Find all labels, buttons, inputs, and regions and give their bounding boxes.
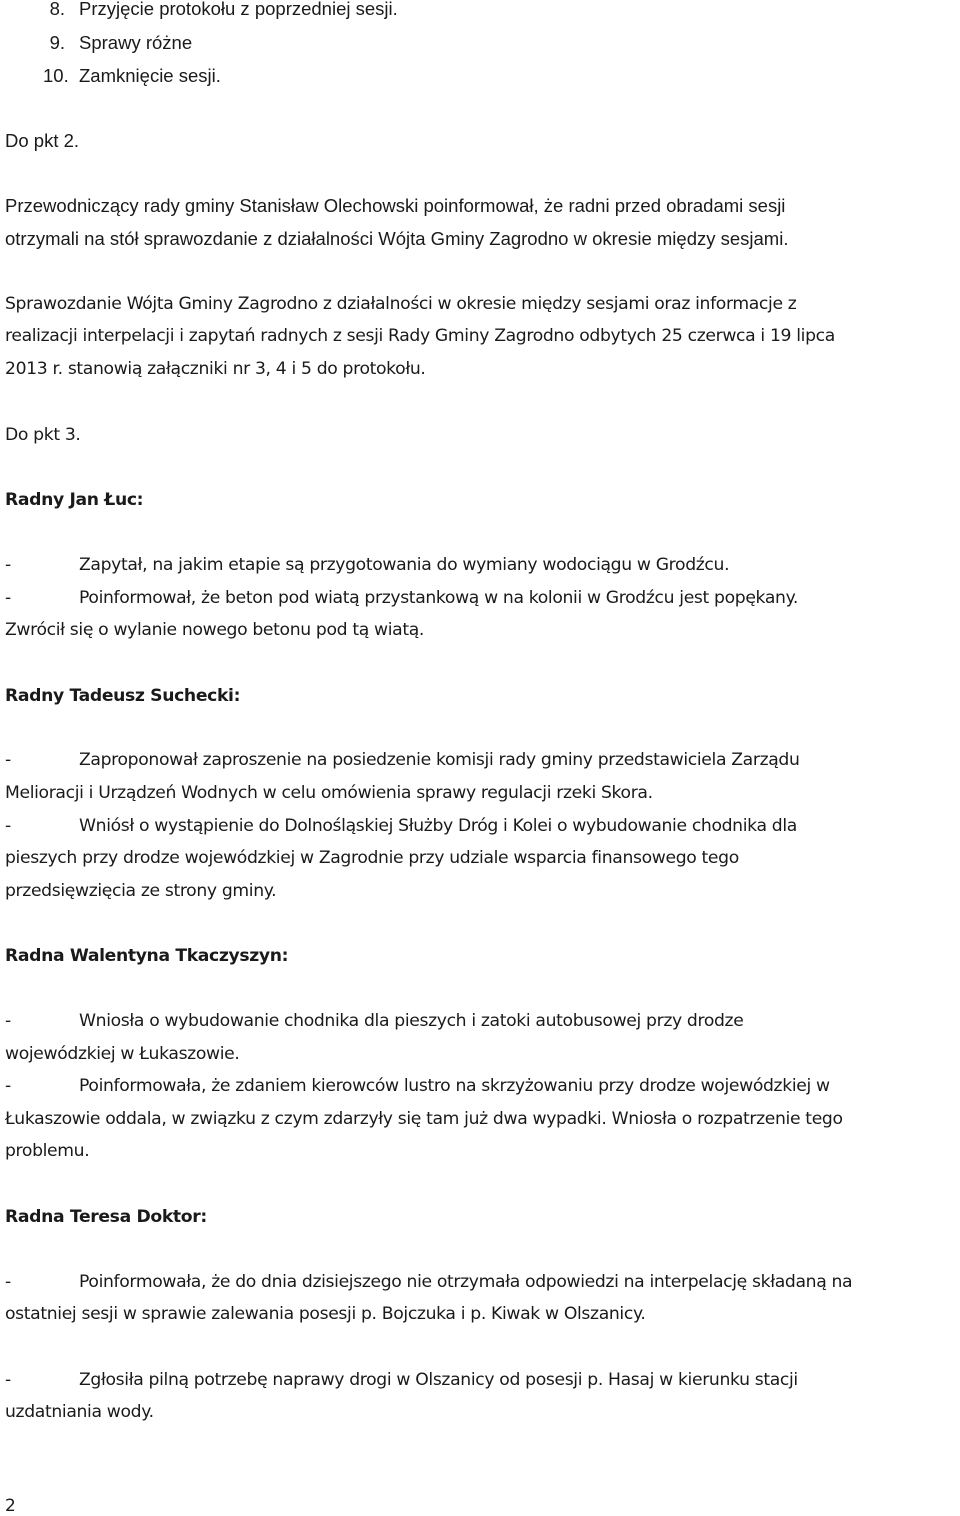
dash-marker: -	[5, 816, 11, 836]
speaker-name: Radna Teresa Doktor:	[5, 1207, 207, 1227]
dash-marker: -	[5, 588, 11, 608]
list-item-text: Poinformowała, że do dnia dzisiejszego nie otrzymała odpowiedzi na interpelację składaną na	[79, 1272, 853, 1292]
agenda-item-text: Przyjęcie protokołu z poprzedniej sesji.	[79, 0, 398, 19]
list-item-text: Zapytał, na jakim etapie są przygotowania do wymiany wodociągu w Grodźcu.	[79, 555, 730, 575]
section-heading-pkt2: Do pkt 2.	[5, 130, 80, 151]
agenda-item	[43, 64, 221, 88]
list-item-text: Zgłosiła pilną potrzebę naprawy drogi w Olszanicy od posesji p. Hasaj w kierunku stacji	[79, 1370, 798, 1390]
list-item-continuation: wojewódzkiej w Łukaszowie.	[5, 1044, 240, 1064]
list-item-continuation: pieszych przy drodze wojewódzkiej w Zagrodnie przy udziale wsparcia finansowego tego	[5, 848, 739, 868]
list-item	[5, 553, 729, 577]
dash-marker: -	[5, 555, 11, 575]
list-item-text: Wniosła o wybudowanie chodnika dla pieszych i zatoki autobusowej przy drodze	[79, 1011, 744, 1031]
list-item	[5, 1270, 852, 1294]
dash-marker: -	[5, 1370, 11, 1390]
speaker-name: Radny Jan Łuc:	[5, 490, 144, 510]
paragraph-line: realizacji interpelacji i zapytań radnych z sesji Rady Gminy Zagrodno odbytych 25 czerwca i 19 lipca	[5, 326, 835, 346]
list-item	[5, 1074, 830, 1098]
list-item-text: Zaproponował zaproszenie na posiedzenie komisji rady gminy przedstawiciela Zarządu	[79, 750, 800, 770]
list-item-continuation: ostatniej sesji w sprawie zalewania posesji p. Bojczuka i p. Kiwak w Olszanicy.	[5, 1304, 646, 1324]
dash-marker: -	[5, 1272, 11, 1292]
dash-marker: -	[5, 1011, 11, 1031]
list-item-continuation: uzdatniania wody.	[5, 1402, 154, 1422]
list-item	[5, 1009, 743, 1033]
list-item-continuation: przedsięwzięcia ze strony gminy.	[5, 881, 277, 901]
agenda-item-number: 8.	[49, 0, 65, 19]
paragraph-line: 2013 r. stanowią załączniki nr 3, 4 i 5 do protokołu.	[5, 359, 426, 379]
paragraph-line: otrzymali na stół sprawozdanie z działalności Wójta Gminy Zagrodno w okresie między sesjami.	[5, 228, 789, 249]
agenda-item	[43, 31, 192, 55]
list-item	[5, 586, 798, 610]
list-item-continuation: Łukaszowie oddala, w związku z czym zdarzyły się tam już dwa wypadki. Wniosła o rozpatrzenie tego	[5, 1109, 843, 1129]
list-item-continuation: problemu.	[5, 1141, 90, 1161]
agenda-item-number: 9.	[49, 32, 65, 53]
agenda-item-text: Sprawy różne	[79, 32, 193, 53]
list-item	[5, 814, 797, 838]
paragraph-line: Przewodniczący rady gminy Stanisław Olechowski poinformował, że radni przed obradami sesji	[5, 195, 786, 216]
agenda-item-number: 10.	[43, 65, 69, 86]
list-item-continuation: Zwrócił się o wylanie nowego betonu pod tą wiatą.	[5, 620, 424, 640]
list-item-text: Poinformował, że beton pod wiatą przystankową w na kolonii w Grodźcu jest popękany.	[79, 588, 799, 608]
dash-marker: -	[5, 750, 11, 770]
paragraph-line: Sprawozdanie Wójta Gminy Zagrodno z działalności w okresie między sesjami oraz informacje z	[5, 294, 797, 314]
dash-marker: -	[5, 1076, 11, 1096]
speaker-name: Radna Walentyna Tkaczyszyn:	[5, 946, 289, 966]
list-item-text: Poinformowała, że zdaniem kierowców lustro na skrzyżowaniu przy drodze wojewódzkiej w	[79, 1076, 830, 1096]
section-heading-pkt3: Do pkt 3.	[5, 425, 81, 445]
list-item-text: Wniósł o wystąpienie do Dolnośląskiej Służby Dróg i Kolei o wybudowanie chodnika dla	[79, 816, 797, 836]
agenda-item-text: Zamknięcie sesji.	[79, 65, 221, 86]
page-number: 2	[5, 1496, 16, 1516]
list-item	[5, 748, 800, 772]
list-item-continuation: Melioracji i Urządzeń Wodnych w celu omówienia sprawy regulacji rzeki Skora.	[5, 783, 653, 803]
agenda-item	[43, 0, 398, 21]
list-item	[5, 1368, 798, 1392]
speaker-name: Radny Tadeusz Suchecki:	[5, 686, 241, 706]
